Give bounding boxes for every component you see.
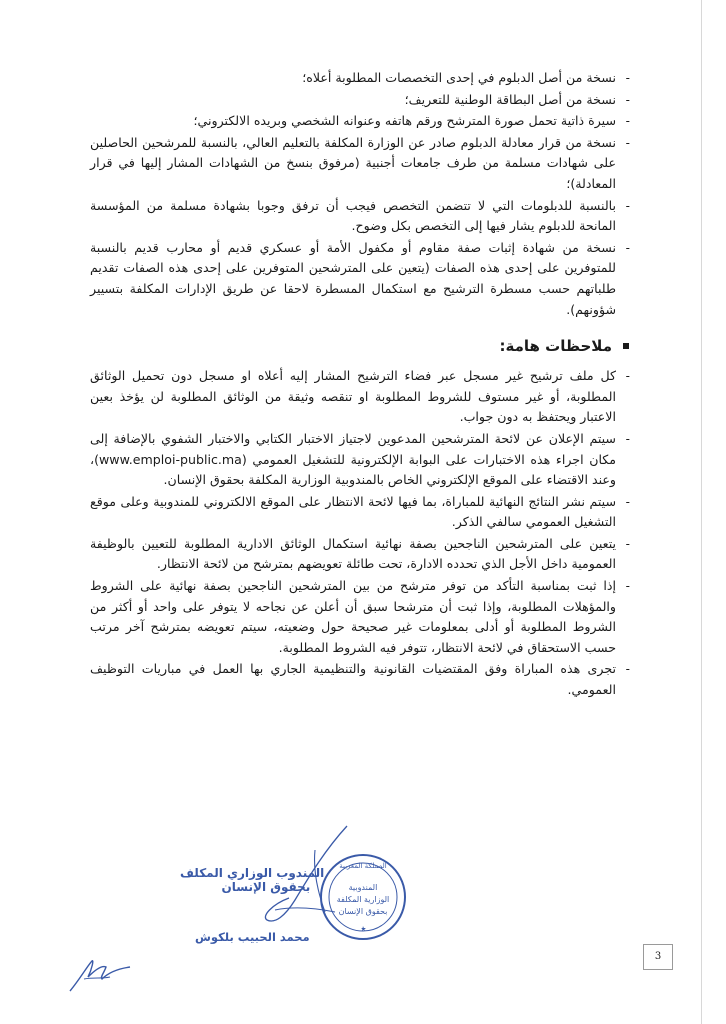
list-item: - بالنسبة للدبلومات التي لا تتضمن التخصص فيجب أن ترفق وجوبا بشهادة مسلمة من المؤسسة المانحة للدبلوم يشار فيها إلى التخصص بكل وضوح.	[90, 197, 630, 234]
page-edge-line	[701, 0, 702, 1024]
stamp-ring-text: المملكة المغربية	[339, 862, 387, 870]
notes-heading: ملاحظات هامة:	[90, 335, 630, 357]
requirements-list	[90, 68, 630, 320]
list-item: - سيتم نشر النتائج النهائية للمباراة، بما فيها لائحة الانتظار على الموقع الالكتروني للمندوبية وعلى موقع التشغيل العمومي سالفي الذكر.	[90, 493, 630, 530]
stamp-line: الوزارية المكلفة	[336, 895, 390, 904]
notes-list	[90, 366, 630, 701]
page-number: 3	[643, 944, 673, 970]
stamp-line: المندوبية	[348, 883, 378, 892]
initials-mark	[66, 955, 136, 995]
signatory-title-line: المندوب الوزاري المكلف	[180, 866, 325, 880]
list-item: - سيرة ذاتية تحمل صورة المترشح ورقم هاتفه وعنوانه الشخصي وبريده الالكتروني؛	[193, 113, 630, 129]
list-item: - نسخة من أصل الدبلوم في إحدى التخصصات المطلوبة أعلاه؛	[302, 70, 630, 85]
list-item: - يتعين على المترشحين الناجحين بصفة نهائية استكمال الوثائق الادارية المطلوبة للتعيين بالوظيفة العمومية داخل الأجل الذي تحدده الادارة، تحت طائلة تعويضهم بمترشح من لائحة الانتظار.	[90, 535, 630, 572]
list-item: - تجرى هذه المباراة وفق المقتضيات القانونية والتنظيمية الجاري بها العمل في مباريات التوظيف العمومي.	[90, 661, 630, 698]
list-item: - كل ملف ترشيح غير مسجل عبر فضاء الترشيح المشار إليه أعلاه او مسجل دون تحميل الوثائق المطلوبة، أو غير مستوف للشروط المطلوبة او تنقصه وثيقة من الوثائق المطلوبة لن يؤخذ بعين الاعتبار ويحتفظ به دون جواب.	[90, 368, 630, 425]
list-item: - نسخة من أصل البطاقة الوطنية للتعريف؛	[404, 91, 630, 107]
handwritten-signature	[255, 820, 355, 930]
document-body	[90, 68, 630, 702]
list-item: - نسخة من شهادة إثبات صفة مقاوم أو مكفول الأمة أو عسكري قديم أو محارب قديم بالنسبة للمتوفرين على إحدى هذه الصفات (يتعين على المترشحين المتوفرين على إحدى هذه الصفات تقديم طلباتهم حسب مسطرة الترشيح مع استكمال المسطرة لاحقا عن طريق الإدارات المكلفة بتسيير شؤونهم).	[90, 239, 630, 317]
list-item: - إذا ثبت بمناسبة التأكد من توفر مترشح من بين المترشحين الناجحين بصفة نهائية على الشروط والمؤهلات المطلوبة، وإذا ثبت أن مترشحا سبق أن أعلن عن نجاحه لا يتوفر على واحد أو أكثر من الشروط المطلوبة أو أدلى بمعلومات غير صحيحة حول وضعيته، سيتم تعويضه بمترشح آخر مرتب حسب الاستحقاق في لائحة الانتظار، تتوفر فيه الشروط المطلوبة.	[90, 578, 630, 655]
list-item: - نسخة من قرار معادلة الدبلوم صادر عن الوزارة المكلفة بالتعليم العالي، بالنسبة للمرشحين الحاصلين على شهادات مسلمة من طرف جامعات أجنبية (مرفوق بنسخ من الشهادات المشار إليها في قرار المعادلة)؛	[90, 134, 630, 191]
signatory-name: محمد الحبيب بلكوش	[195, 930, 310, 944]
list-item: - سيتم الإعلان عن لائحة المترشحين المدعوين لاجتياز الاختبار الكتابي والاختبار الشفوي بالإضافة إلى مكان اجراء هذه الاختبارات على البوابة الإلكترونية للتشغيل العمومي (www.emploi-public.ma)، وعند الاقتضاء على الموقع الإلكتروني الخاص بالمندوبية الوزارية المكلفة بحقوق الإنسان.	[90, 430, 630, 488]
signatory-title-line: بحقوق الإنسان	[221, 880, 311, 894]
square-bullet-icon	[623, 343, 629, 349]
stamp-line: بحقوق الإنسان	[338, 907, 388, 916]
